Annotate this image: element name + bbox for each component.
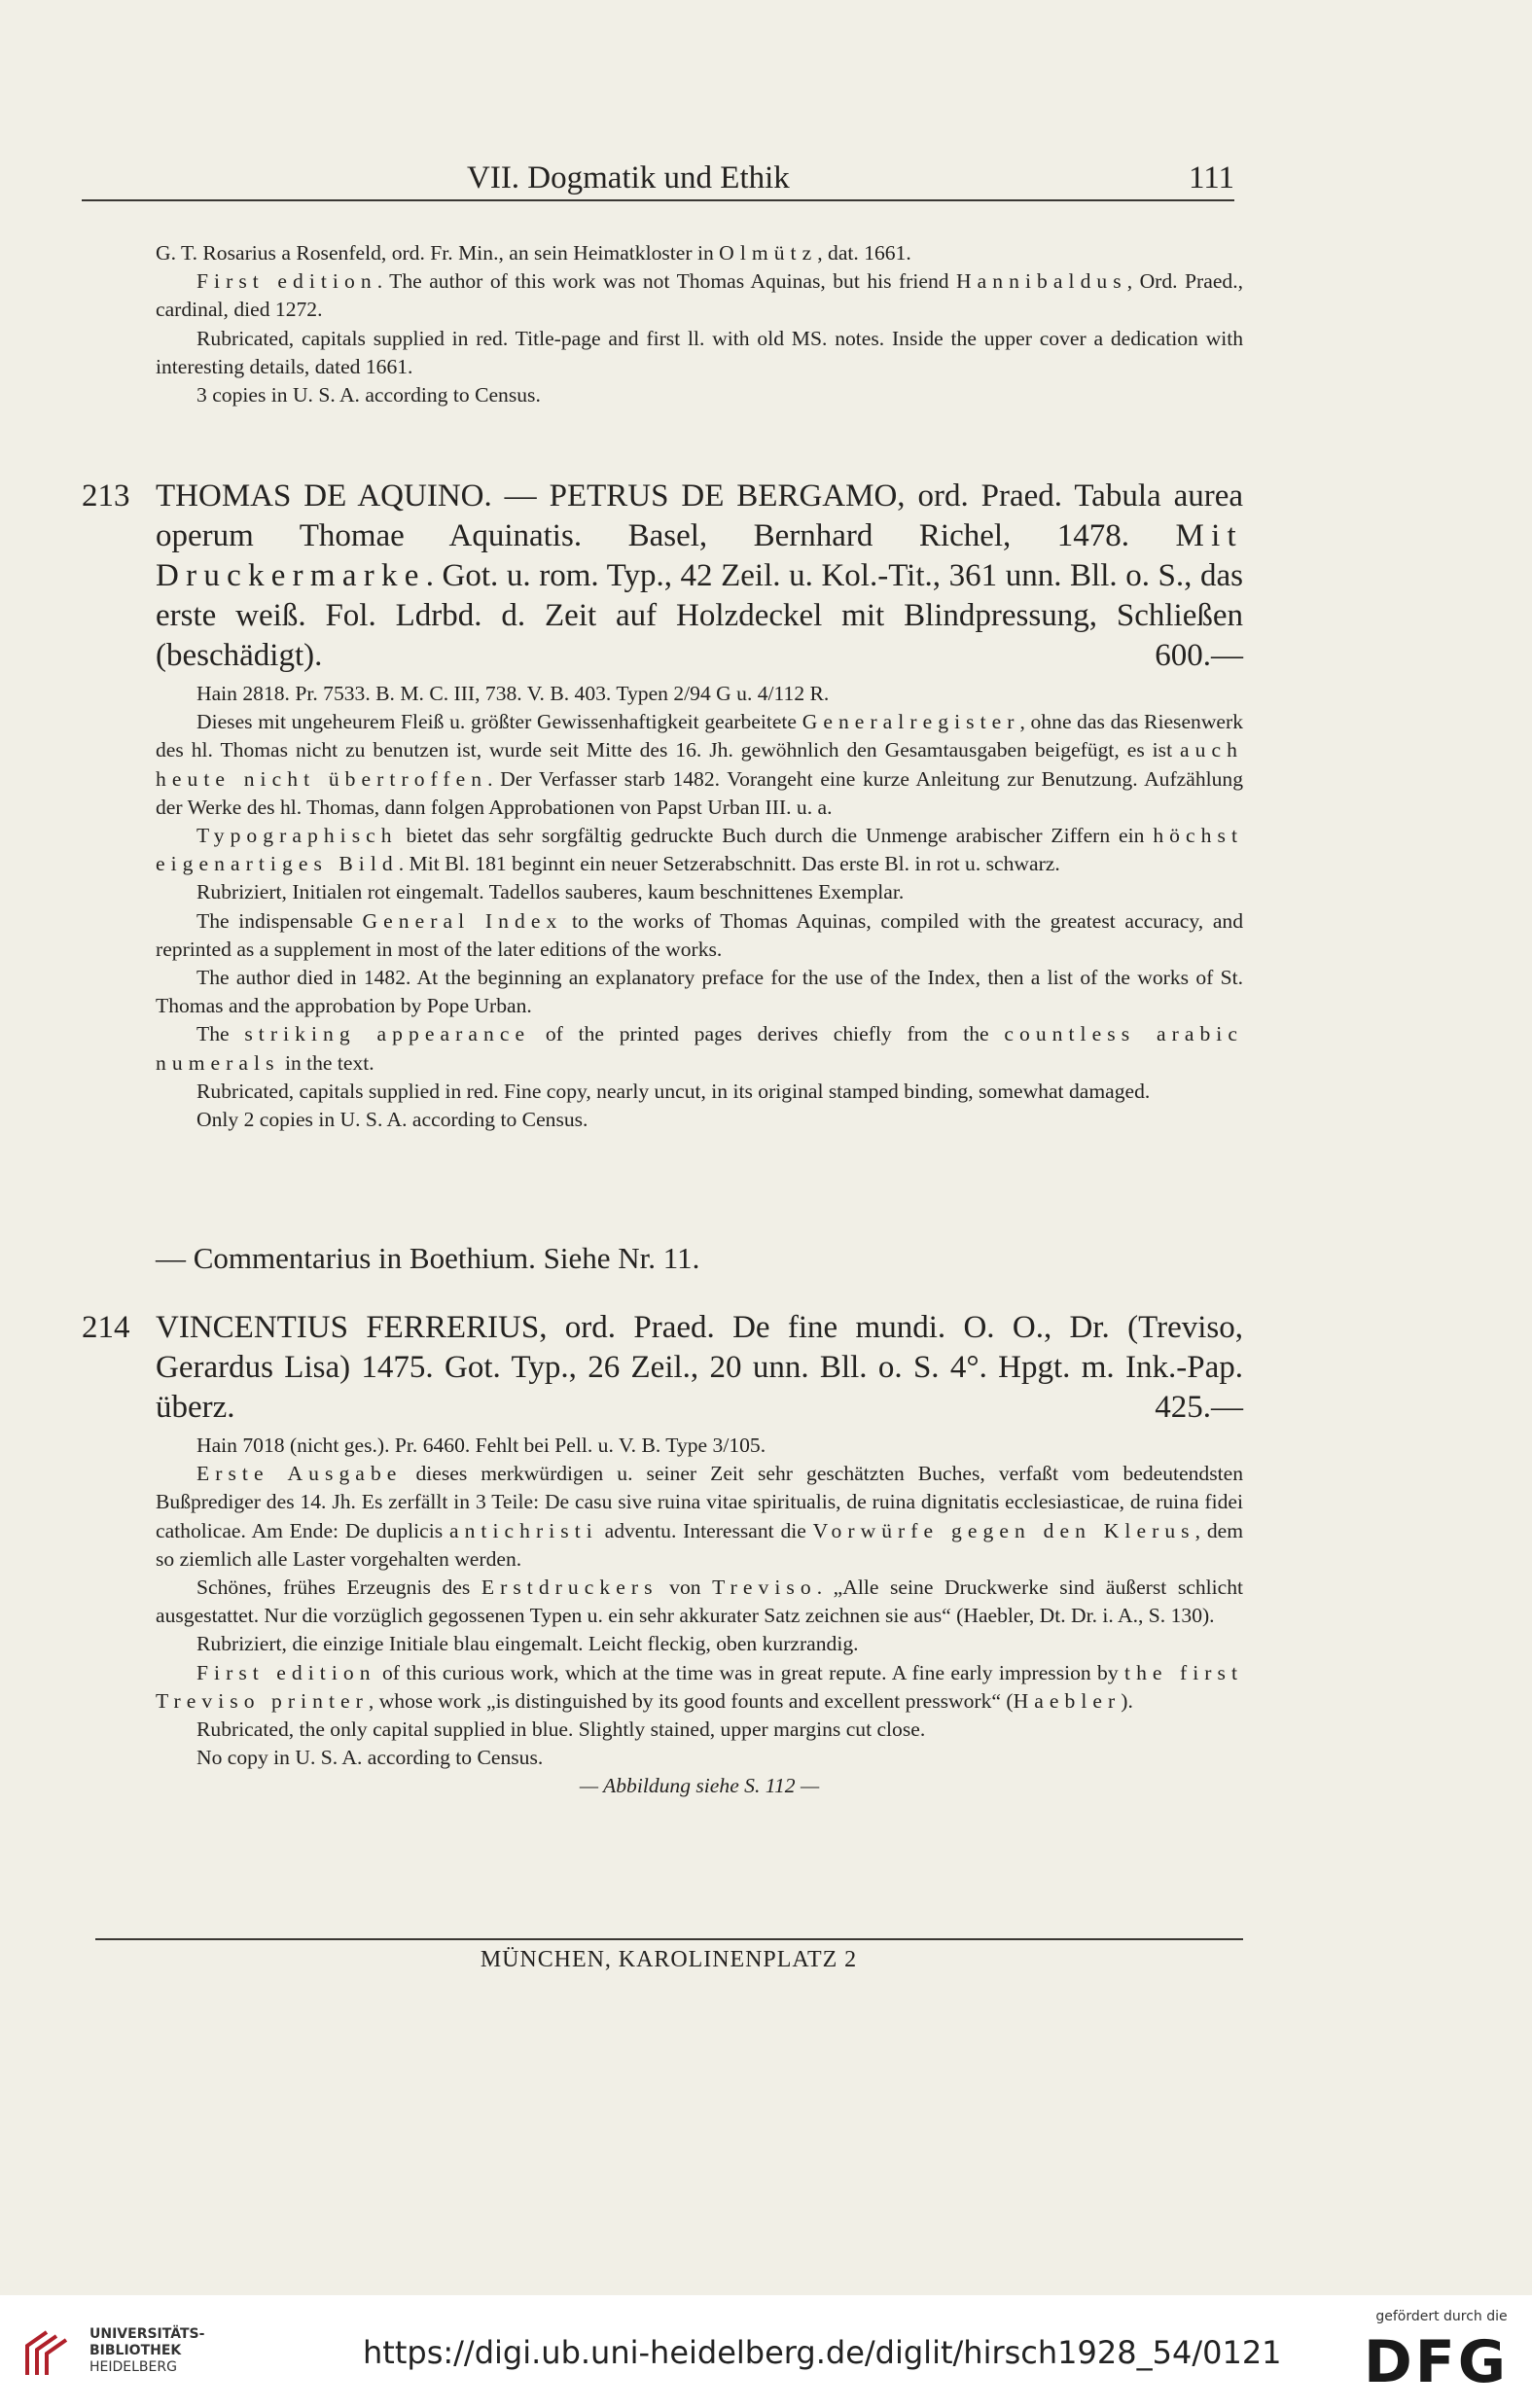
note-paragraph: [156, 680, 1243, 708]
text-run: adventu. Interessant die: [597, 1518, 813, 1542]
text-run: , dat. 1661.: [817, 241, 911, 265]
text-run: ).: [1121, 1688, 1133, 1713]
library-line-3: HEIDELBERG: [89, 2359, 177, 2375]
page-number: 111: [1188, 160, 1234, 195]
emphasized-text: First edition: [196, 269, 377, 294]
figure-reference: — Abbildung siehe S. 112 —: [579, 1774, 820, 1798]
entry-213: [82, 477, 1243, 1134]
funding-note: gefördert durch die: [1375, 2309, 1508, 2324]
dfg-logo[interactable]: DFG: [1364, 2328, 1510, 2396]
entry-number: 213: [82, 478, 130, 513]
note-paragraph: [156, 1460, 1243, 1574]
text-run: . Got. u. rom. Typ., 42 Zeil. u. Kol.-Tit., 361 unn. Bll. o. S., das erste weiß. Fol. Ldrbd. d. Zeit auf Holzdeckel mit Blindpressung, Schließen (beschädigt).: [156, 558, 1243, 673]
emphasized-text: Mit Druckermarke: [156, 518, 1243, 593]
entry-notes: [156, 1432, 1243, 1801]
entry-price: 425.—: [1155, 1390, 1243, 1425]
note-paragraph: [156, 381, 1243, 409]
emphasized-text: Erste Ausgabe: [196, 1462, 403, 1486]
emphasized-text: höchst eigenartiges Bild: [156, 824, 1243, 876]
text-run: , dem so ziemlich alle Laster vorgehalten werden.: [156, 1518, 1243, 1571]
text-run: Hain 2818. Pr. 7533. B. M. C. III, 738. V. B. 403. Typen 2/94 G u. 4/112 R.: [196, 682, 830, 705]
note-paragraph: [156, 822, 1243, 878]
note-paragraph: [156, 907, 1243, 964]
text-run: Rubricated, the only capital supplied in blue. Slightly stained, upper margins cut close.: [196, 1717, 926, 1742]
text-run: Hain 7018 (nicht ges.). Pr. 6460. Fehlt bei Pell. u. V. B. Type 3/105.: [196, 1434, 766, 1457]
entry-notes: [156, 680, 1243, 1134]
emphasized-text: First edition: [196, 1660, 376, 1684]
text-run: , Ord. Praed., cardinal, died 1272.: [156, 269, 1244, 322]
text-run: of the printed pages derives chiefly from the: [530, 1022, 1005, 1046]
text-run: Dieses mit ungeheurem Fleiß u. größter Gewissenhaftigkeit gearbeitete: [196, 710, 802, 734]
note-paragraph: [156, 1078, 1243, 1106]
text-run: , whose work „is distinguished by its good founts and excellent presswork“ (: [368, 1688, 1014, 1713]
text-run: dieses merkwürdigen u. seiner Zeit sehr geschätzten Buches, verfaßt vom bedeutendsten Bußprediger des 14. Jh. Es zerfällt in 3 Teile: De casu sive ruina vitae spiritualis, de ruina dignitatis ecclesiasticae, de ruina fidei catholicae. Am Ende: De duplicis: [156, 1462, 1243, 1542]
note-paragraph: [156, 708, 1243, 822]
text-run: . „Alle seine Druckwerke sind äußerst schlicht ausgestattet. Nur die vorzüglich gegossenen Typen u. ein sehr akkurater Satz zeichnen sie aus“ (Haebler, Dt. Dr. i. A., S. 130).: [156, 1576, 1244, 1628]
note-paragraph: [156, 239, 1243, 267]
cross-reference: — Commentarius in Boethium. Siehe Nr. 11.: [156, 1241, 700, 1275]
text-run: The indispensable: [196, 908, 363, 933]
text-run: to the works of Thomas Aquinas, compiled with the greatest accuracy, and reprinted as a supplement in most of the later editions of the works.: [156, 908, 1243, 961]
emphasized-text: Typographisch: [196, 824, 398, 848]
note-paragraph: [156, 1574, 1243, 1630]
note-paragraph: [156, 964, 1243, 1020]
emphasized-text: Hannibaldus: [956, 269, 1127, 294]
emphasized-text: Haebler: [1013, 1688, 1122, 1713]
text-run: THOMAS DE AQUINO. — PETRUS DE BERGAMO, ord. Praed. Tabula aurea operum Thomae Aquinatis. Basel, Bernhard Richel, 1478.: [156, 478, 1243, 553]
text-run: . Mit Bl. 181 beginnt ein neuer Setzerabschnitt. Das erste Bl. in rot u. schwarz.: [398, 852, 1060, 876]
library-name[interactable]: [89, 2326, 204, 2376]
entry-price: 600.—: [1155, 638, 1243, 673]
emphasized-text: striking appearance: [244, 1022, 531, 1046]
text-run: The: [196, 1022, 245, 1046]
note-paragraph: [156, 1716, 1243, 1744]
emphasized-text: Vorwürfe gegen den Klerus: [812, 1518, 1195, 1542]
text-run: in the text.: [279, 1050, 374, 1075]
note-paragraph: [156, 267, 1243, 324]
text-run: 3 copies in U. S. A. according to Census.: [196, 383, 541, 407]
text-run: of this curious work, which at the time was in great repute. A fine early impression by: [375, 1660, 1125, 1684]
text-run: bietet das sehr sorgfältig gedruckte Buch durch die Unmenge arabischer Ziffern ein: [397, 824, 1154, 848]
text-run: Rubricated, capitals supplied in red. Fine copy, nearly uncut, in its original stamped binding, somewhat damaged.: [196, 1079, 1151, 1103]
viewer-footer-bar: [0, 2295, 1532, 2408]
university-library-logo-icon: [19, 2324, 78, 2383]
text-run: Rubriziert, die einzige Initiale blau eingemalt. Leicht fleckig, oben kurzrandig.: [196, 1632, 859, 1656]
text-run: von: [658, 1576, 713, 1600]
note-paragraph: [156, 1630, 1243, 1658]
text-run: Schönes, frühes Erzeugnis des: [196, 1576, 481, 1600]
emphasized-text: antichristi: [448, 1518, 598, 1542]
text-run: The author died in 1482. At the beginning an explanatory preface for the use of the Index, then a list of the works of St. Thomas and the approbation by Pope Urban.: [156, 966, 1243, 1018]
emphasized-text: auch heute nicht übertroffen: [156, 738, 1243, 791]
text-run: G. T. Rosarius a Rosenfeld, ord. Fr. Min., an sein Heimatkloster in: [156, 241, 720, 265]
text-run: , ohne das das Riesenwerk des hl. Thomas nicht zu benutzen ist, wurde seit Mitte des 16. Jh. gewöhnlich den Gesamtausgaben beigefügt, es ist: [156, 710, 1243, 762]
library-line-1: UNIVERSITÄTS-: [89, 2326, 205, 2342]
emphasized-text: countless arabic numerals: [156, 1022, 1243, 1075]
emphasized-text: General Index: [362, 908, 563, 933]
text-run: VINCENTIUS FERRERIUS, ord. Praed. De fine mundi. O. O., Dr. (Treviso, Gerardus Lisa) 1475. Got. Typ., 26 Zeil., 20 unn. Bll. o. S. 4°. Hpgt. m. Ink.-Pap. überz.: [156, 1310, 1243, 1425]
running-header: [82, 160, 1234, 201]
note-paragraph: [156, 325, 1243, 381]
emphasized-text: Generalregister: [802, 710, 1020, 734]
continuation-text: [156, 239, 1243, 409]
note-paragraph: [156, 1020, 1243, 1077]
entry-214: [82, 1308, 1243, 1801]
footer-rule: [95, 1938, 1243, 1940]
text-run: Only 2 copies in U. S. A. according to Census.: [196, 1108, 588, 1132]
text-run: . The author of this work was not Thomas Aquinas, but his friend: [376, 269, 957, 294]
library-line-2: BIBLIOTHEK: [89, 2343, 182, 2358]
permalink-url[interactable]: https://digi.ub.uni-heidelberg.de/diglit/hirsch1928_54/0121: [363, 2334, 1282, 2371]
text-run: Rubriziert, Initialen rot eingemalt. Tadellos sauberes, kaum beschnittenes Exemplar.: [196, 880, 905, 904]
emphasized-text: Erstdruckers: [481, 1576, 659, 1600]
publisher-address: MÜNCHEN, KAROLINENPLATZ 2: [480, 1947, 858, 1972]
text-run: No copy in U. S. A. according to Census.: [196, 1746, 544, 1770]
note-paragraph: [156, 1744, 1243, 1772]
emphasized-text: Treviso: [712, 1576, 817, 1600]
note-paragraph: [156, 1106, 1243, 1134]
note-paragraph: [156, 878, 1243, 906]
text-run: . Der Verfasser starb 1482. Vorangeht eine kurze Anleitung zur Benutzung. Aufzählung der Werke des hl. Thomas, dann folgen Approbationen von Papst Urban III. u. a.: [156, 766, 1244, 819]
note-paragraph: [156, 1432, 1243, 1460]
chapter-title: VII. Dogmatik und Ethik: [467, 160, 790, 195]
entry-heading: [156, 477, 1243, 676]
emphasized-text: Olmütz: [719, 241, 818, 265]
note-paragraph: [156, 1659, 1243, 1716]
text-run: Rubricated, capitals supplied in red. Title-page and first ll. with old MS. notes. Inside the upper cover a dedication with interesting details, dated 1661.: [156, 326, 1243, 378]
entry-number: 214: [82, 1310, 130, 1345]
emphasized-text: the first Treviso printer: [156, 1660, 1243, 1713]
entry-heading: [156, 1308, 1243, 1428]
